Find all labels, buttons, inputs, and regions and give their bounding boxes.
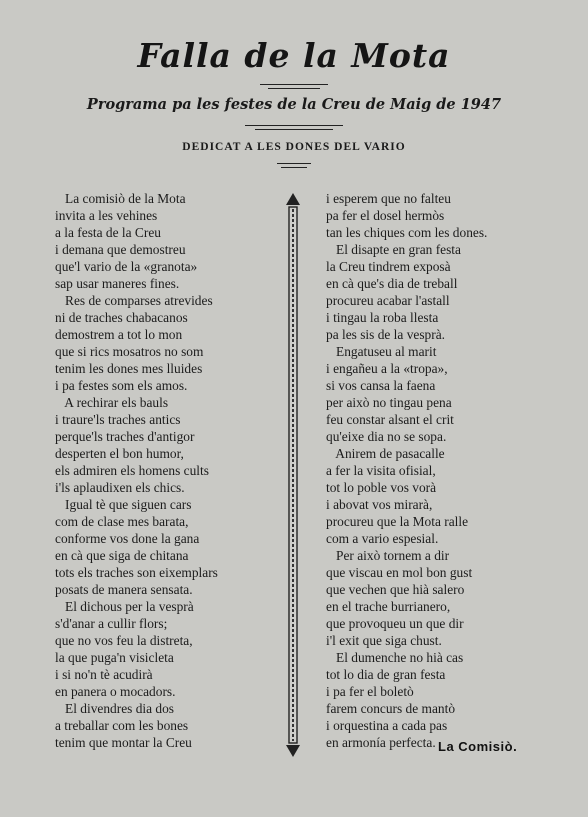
poem-right-line: la Creu tindrem exposà xyxy=(326,259,451,274)
poem-left-line: que no vos feu la distreta, xyxy=(55,633,193,648)
poem-right-line: i'l exit que siga chust. xyxy=(326,633,442,648)
subtitle-rule-top xyxy=(245,125,343,126)
poem-right-line: qu'eixe dia no se sopa. xyxy=(326,429,447,444)
dedication-rule-bottom xyxy=(281,167,307,168)
poem-left-line: que si rics mosatros no som xyxy=(55,344,204,359)
poem-left-line: i traure'ls traches antics xyxy=(55,412,181,427)
poem-left-line: a la festa de la Creu xyxy=(55,225,161,240)
poem-right-line: a fer la visita ofisial, xyxy=(326,463,436,478)
poem-left-line: en panera o mocadors. xyxy=(55,684,176,699)
page-subtitle: Programa pa les festes de la Creu de Maig de 1947 xyxy=(86,96,502,113)
poem-right-line: Anirem de pasacalle xyxy=(326,446,445,461)
poem-left-line: conforme vos done la gana xyxy=(55,531,200,546)
poem-right-line: per això no tingau pena xyxy=(326,395,452,410)
poem-left-line: i demana que demostreu xyxy=(55,242,186,257)
poem-right-line: pa fer el dosel hermòs xyxy=(326,208,445,223)
poem-right-line: que vechen que hià salero xyxy=(326,582,465,597)
poem-left-line: Res de comparses atrevides xyxy=(55,293,213,308)
poem-right-line: que provoqueu un que dir xyxy=(326,616,464,631)
page-title: Falla de la Mota xyxy=(137,36,451,75)
poem-right-line: procureu que la Mota ralle xyxy=(326,514,469,529)
poem-right-line: i tingau la roba llesta xyxy=(326,310,439,325)
poem-right-line: com a vario espesial. xyxy=(326,531,439,546)
poem-left-line: perque'ls traches d'antigor xyxy=(55,429,195,444)
poem-left-line: tots els traches son eixemplars xyxy=(55,565,218,580)
poem-left-line: invita a les vehines xyxy=(55,208,158,223)
poem-right-line: en el trache burrianero, xyxy=(326,599,451,614)
poem-left-line: en cà que siga de chitana xyxy=(55,548,189,563)
poem-left-line: posats de manera sensata. xyxy=(55,582,193,597)
poem-left-line: A rechirar els bauls xyxy=(55,395,169,410)
poem-right-line: feu constar alsant el crit xyxy=(326,412,454,427)
divider-arrow-up xyxy=(286,193,300,205)
poem-right-line: i abovat vos mirarà, xyxy=(326,497,433,512)
poem-right-column xyxy=(326,190,487,751)
poem-left-line: s'd'anar a cullir flors; xyxy=(55,616,168,631)
poem-left-line: Igual tè que siguen cars xyxy=(55,497,192,512)
poem-left-line: sap usar maneres fines. xyxy=(55,276,180,291)
poem-left-line: i si no'n tè acudirà xyxy=(55,667,153,682)
poem-left-line: la que puga'n visicleta xyxy=(55,650,174,665)
poem-left-line: com de clase mes barata, xyxy=(55,514,189,529)
poem-left-line: desperten el bon humor, xyxy=(55,446,184,461)
poem-right-line: tan les chiques com les dones. xyxy=(326,225,488,240)
poem-right-line: i pa fer el boletò xyxy=(326,684,414,699)
poem-left-line: a treballar com les bones xyxy=(55,718,189,733)
title-rule-top xyxy=(260,84,328,85)
poem-right-line: en cà que's dia de treball xyxy=(326,276,458,291)
poem-left-line: ni de traches chabacanos xyxy=(55,310,188,325)
poem-left-column xyxy=(55,190,218,751)
poem-right-line: i engañeu a la «tropa», xyxy=(326,361,448,376)
poem-right-line: tot lo dia de gran festa xyxy=(326,667,446,682)
poem-right-line: Engatuseu al marit xyxy=(326,344,437,359)
poem-left-line: demostrem a tot lo mon xyxy=(55,327,183,342)
poem-right-line: pa les sis de la vesprà. xyxy=(326,327,445,342)
poem-left-line: El dichous per la vesprà xyxy=(55,599,194,614)
poem-left-line: els admiren els homens cults xyxy=(55,463,209,478)
poem-left-line: i'ls aplaudixen els chics. xyxy=(55,480,185,495)
poem-right-line: si vos cansa la faena xyxy=(326,378,436,393)
poem-right-line: procureu acabar l'astall xyxy=(326,293,450,308)
poem-right-line: i esperem que no falteu xyxy=(326,191,451,206)
divider-arrow-down xyxy=(286,745,300,757)
poem-right-line: tot lo poble vos vorà xyxy=(326,480,437,495)
dedication-line: DEDICAT A LES DONES DEL VARIO xyxy=(182,141,406,153)
poem-left-line: El divendres dia dos xyxy=(55,701,175,716)
poem-right-line: El disapte en gran festa xyxy=(326,242,461,257)
poem-right-line: i orquestina a cada pas xyxy=(326,718,448,733)
poem-left-line: i pa festes som els amos. xyxy=(55,378,188,393)
poem-right-line: que viscau en mol bon gust xyxy=(326,565,473,580)
title-rule-bottom xyxy=(268,88,320,89)
subtitle-rule-bottom xyxy=(255,129,333,130)
dedication-rule-top xyxy=(277,163,311,164)
signature: La Comisiò. xyxy=(438,739,518,754)
poem-right-line: Per això tornem a dir xyxy=(326,548,450,563)
poem-left-line: que'l vario de la «granota» xyxy=(55,259,198,274)
ornamental-divider xyxy=(285,193,301,757)
poem-right-line: en armonía perfecta. xyxy=(326,735,436,750)
poem-left-line: tenim les dones mes lluides xyxy=(55,361,203,376)
poem-right-line: El dumenche no hià cas xyxy=(326,650,464,665)
poem-left-line: tenim que montar la Creu xyxy=(55,735,192,750)
poem-right-line: farem concurs de mantò xyxy=(326,701,456,716)
poem-left-line: La comisiò de la Mota xyxy=(55,191,186,206)
